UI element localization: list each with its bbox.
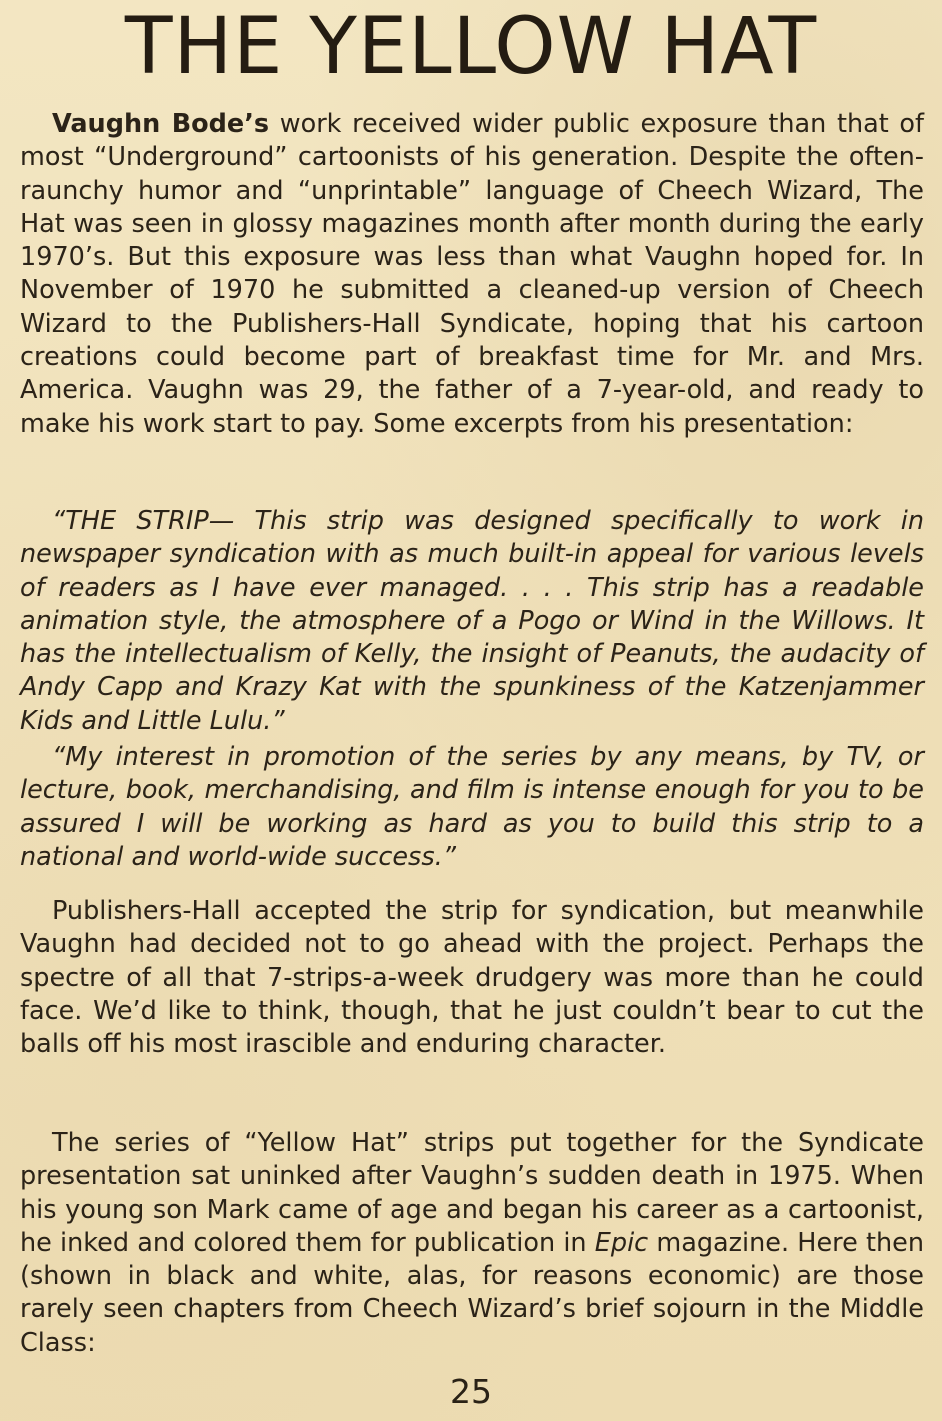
syndication-paragraph: Publishers-Hall accepted the strip for syndication, but meanwhile Vaughn had decided not to go ahead with the project. Perhaps the spectre of all that 7-strips-a-week drudgery was more than he could face. We’d like to think, though, that he just couldn’t bear to cut the balls off his most irascible and enduring character. [20,896,924,1060]
epic-paragraph [20,1127,924,1360]
article-title: THE YELLOW HAT [124,2,818,92]
epic-paragraph-text-before: The series of “Yellow Hat” strips put together for the Syndicate presentation sat uninked after Vaughn’s sudden death in 1975. When his young son Mark came of age and began his career as a cartoonist, he inked and colored them for publication in [20,1128,924,1258]
intro-paragraph [20,108,924,441]
intro-paragraph-text: work received wider public exposure than that of most “Underground” cartoonists of his generation. Despite the often-raunchy humor and “unprintable” language of Cheech Wizard, The Hat was seen in glossy magazines month after month during the early 1970’s. But this exposure was less than what Vaughn hoped for. In November of 1970 he submitted a cleaned-up version of Cheech Wizard to the Publishers-Hall Syndicate, hoping that his cartoon creations could become part of breakfast time for Mr. and Mrs. America. Vaughn was 29, the father of a 7-year-old, and ready to make his work start to pay. Some excerpts from his presentation: [20,109,925,439]
author-name: Vaughn Bode’s [52,109,270,139]
epic-magazine-name: Epic [594,1227,649,1258]
page-number: 25 [450,1372,492,1411]
presentation-quote-strip: “THE STRIP— This strip was designed specifically to work in newspaper syndication with as much built-in appeal for various levels of readers as I have ever managed. . . . This strip has a readable animation style, the atmosphere of a Pogo or Wind in the Willows. It has the intellectualism of Kelly, the insight of Peanuts, the audacity of Andy Capp and Krazy Kat with the spunkiness of the Katzenjammer Kids and Little Lulu.” [20,506,924,736]
presentation-quote-promotion: “My interest in promotion of the series by any means, by TV, or lecture, book, merchandising, and film is intense enough for you to be assured I will be working as hard as you to build this strip to a national and world-wide success.” [20,742,924,872]
epic-paragraph-text-after: magazine. Here then (shown in black and white, alas, for reasons economic) are those rarely seen chapters from Cheech Wizard’s brief sojourn in the Middle Class: [20,1227,925,1358]
